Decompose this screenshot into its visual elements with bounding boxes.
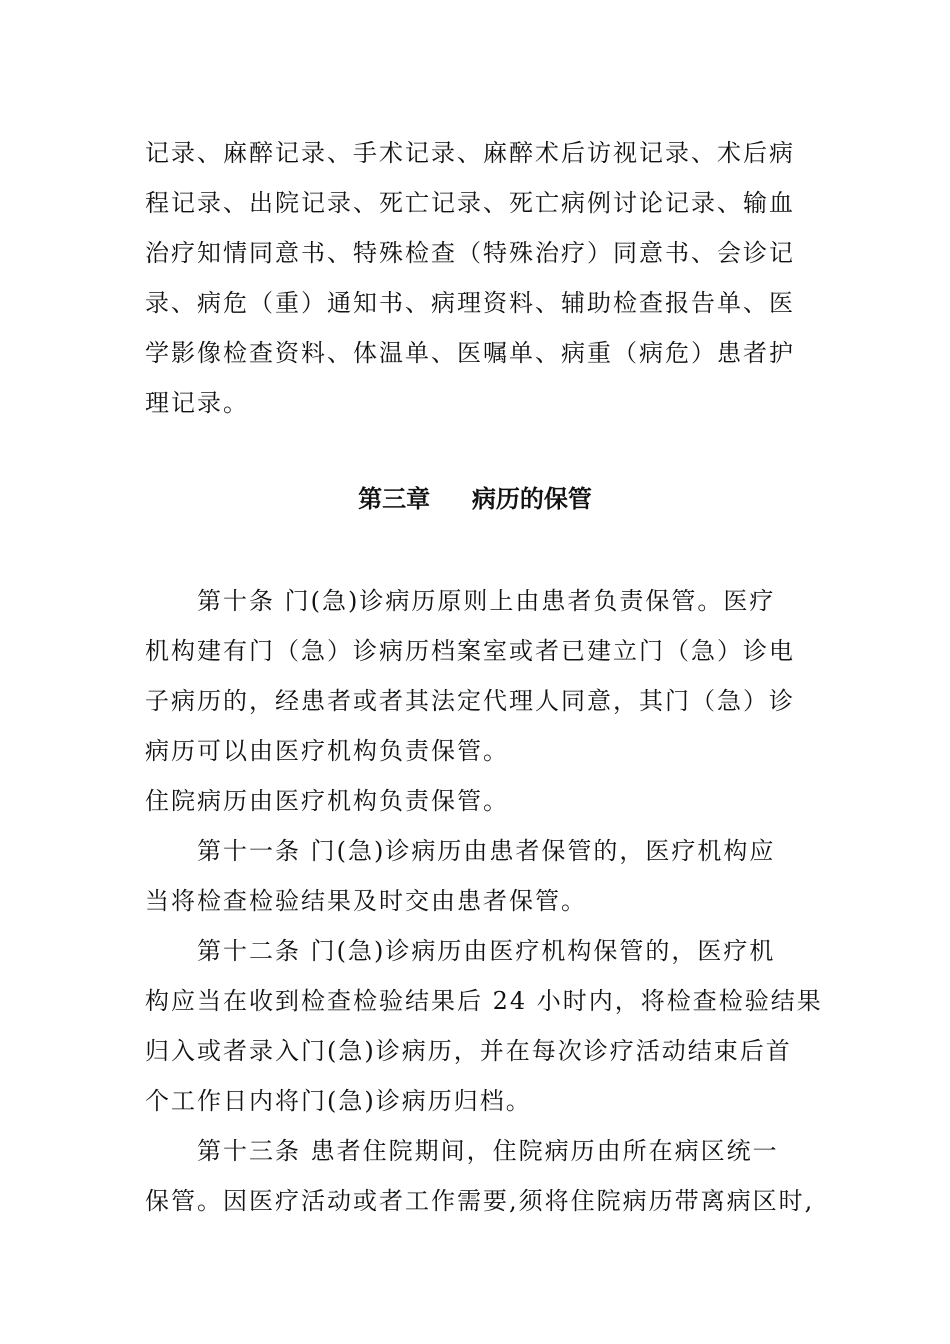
article-10-line: 第十条 门(急)诊病历原则上由患者负责保管。医疗 xyxy=(197,587,776,615)
article-11-line: 当将检查检验结果及时交由患者保管。 xyxy=(145,887,587,915)
paragraph-line: 学影像检查资料、体温单、医嘱单、病重（病危）患者护 xyxy=(145,339,795,367)
article-10-line: 子病历的，经患者或者其法定代理人同意，其门（急）诊 xyxy=(145,687,795,715)
article-10-line: 病历可以由医疗机构负责保管。 xyxy=(145,737,509,765)
article-12-line: 第十二条 门(急)诊病历由医疗机构保管的，医疗机 xyxy=(197,937,776,965)
article-12-line: 归入或者录入门(急)诊病历，并在每次诊疗活动结束后首 xyxy=(145,1037,792,1065)
article-13-line: 保管。因医疗活动或者工作需要,须将住院病历带离病区时, xyxy=(145,1187,815,1215)
article-12-line: 个工作日内将门(急)诊病历归档。 xyxy=(145,1087,532,1115)
chapter-heading: 第三章 病历的保管 xyxy=(358,485,592,513)
article-10-line: 住院病历由医疗机构负责保管。 xyxy=(145,787,509,815)
paragraph-line: 治疗知情同意书、特殊检查（特殊治疗）同意书、会诊记 xyxy=(145,239,795,267)
paragraph-line: 程记录、出院记录、死亡记录、死亡病例讨论记录、输血 xyxy=(145,189,795,217)
paragraph-line: 理记录。 xyxy=(145,389,249,417)
article-11-line: 第十一条 门(急)诊病历由患者保管的，医疗机构应 xyxy=(197,837,776,865)
paragraph-line: 记录、麻醉记录、手术记录、麻醉术后访视记录、术后病 xyxy=(145,139,795,167)
paragraph-line: 录、病危（重）通知书、病理资料、辅助检查报告单、医 xyxy=(145,289,795,317)
article-12-line: 构应当在收到检查检验结果后 24 小时内，将检查检验结果 xyxy=(145,987,823,1015)
article-10-line: 机构建有门（急）诊病历档案室或者已建立门（急）诊电 xyxy=(145,637,795,665)
article-13-line: 第十三条 患者住院期间，住院病历由所在病区统一 xyxy=(197,1137,779,1165)
